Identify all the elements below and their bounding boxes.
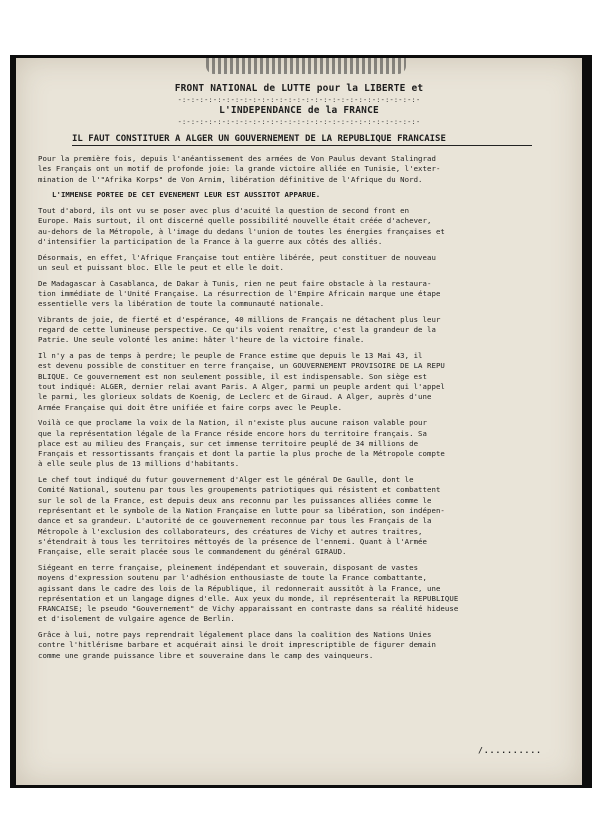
paragraph [38, 351, 578, 413]
text-line: sur le sol de la France, est depuis deux ans reconnu par les puissances alliées comme le [38, 495, 432, 505]
text-line: contre l'hitlérisme barbare et acquérait ainsi le droit imprescriptible de figurer demain [38, 640, 436, 650]
text-line: Armée Française qui doit être unifiée et faire corps avec le Peuple. [38, 402, 343, 412]
text-line: Français et ressortissants français et dont la partie la plus proche de la Métropole compte [38, 449, 445, 459]
text-line: FRANCAISE; le pseudo "Gouvernement" de Vichy apparaissant en contraste dans sa réalité hideuse [38, 604, 459, 614]
paragraph [38, 206, 578, 247]
text-line: moyens d'expression soutenu par l'adhésion enthousiaste de toute la France combattante, [38, 573, 428, 583]
paragraph [38, 563, 578, 625]
text-line: Désormais, en effet, l'Afrique Française tout entière libérée, peut constituer de nouveau [38, 252, 436, 262]
text-line: Patrie. Une seule volonté les anime: hâter l'heure de la victoire finale. [38, 335, 365, 345]
header-title-line-2: L'INDEPENDANCE de la FRANCE [219, 105, 379, 116]
text-line: les Français ont un motif de profonde joie: la grande victoire alliée en Tunisie, l'exter- [38, 164, 441, 174]
text-line: Comité National, soutenu par tous les groupements patriotiques qui résistent et combattent [38, 485, 441, 495]
text-line: s'étendrait à tous les territoires méttoyés de la présence de l'ennemi. Quant à l'Armée [38, 536, 428, 546]
document-subtitle: IL FAUT CONSTITUER A ALGER UN GOUVERNEMENT DE LA REPUBLIQUE FRANCAISE [72, 134, 532, 146]
text-line: Le chef tout indiqué du futur gouvernement d'Alger est le général De Gaulle, dont le [38, 475, 414, 485]
text-line: Grâce à lui, notre pays reprendrait légalement place dans la coalition des Nations Unies [38, 630, 432, 640]
text-line: représentation et un langage dignes d'elle. Aux yeux du monde, il représenterait la REPUBLIQUE [38, 593, 459, 603]
text-line: dance et sa grandeur. L'autorité de ce gouvernement reconnue par tous les Français de la [38, 516, 432, 526]
text-line: à elle seule plus de 13 millions d'habitants. [38, 459, 240, 469]
text-line: agissant dans le cadre des lois de la République, il redonnerait aussitôt à la France, une [38, 583, 441, 593]
text-line: d'intensifier la participation de la France à la guerre aux côtés des alliés. [38, 236, 383, 246]
text-line: Française, elle serait placée sous le commandement du général GIRAUD. [38, 547, 347, 557]
text-line: L'IMMENSE PORTEE DE CET EVENEMENT LEUR EST AUSSITOT APPARUE. [52, 190, 321, 200]
text-line: Voilà ce que proclame la voix de la Nation, il n'existe plus aucune raison valable pour [38, 418, 428, 428]
text-line: regard de cette lumineuse perspective. Ce qu'ils voient renaître, c'est la grandeur de la [38, 325, 436, 335]
text-line: le parmi, les glorieux soldats de Koenig, de Leclerc et de Giraud. A Alger, auprès d'une [38, 392, 432, 402]
paragraph [38, 190, 578, 200]
text-line: un seul et puissant bloc. Elle le peut et elle le doit. [38, 262, 284, 272]
text-line: que la représentation légale de la France réside encore hors du territoire français. Sa [38, 428, 428, 438]
text-line: tion immédiate de l'Unité Française. La résurrection de l'Empire Africain marque une étape [38, 288, 441, 298]
ink-stamp [206, 58, 406, 74]
header-divider-2: -:-:-:-:-:-:-:-:-:-:-:-:-:-:-:-:-:-:-:-:-:-:-:-:-:-:-:- [177, 118, 421, 126]
header-divider-1: -:-:-:-:-:-:-:-:-:-:-:-:-:-:-:-:-:-:-:-:-:-:-:-:-:-:-:- [177, 96, 421, 104]
paragraph [38, 253, 578, 274]
text-line: et d'isolement de vulgaire agence de Berlin. [38, 614, 235, 624]
paragraph [38, 630, 578, 661]
document-body [38, 154, 578, 666]
text-line: est devenu possible de constituer en terre française, un GOUVERNEMENT PROVISOIRE DE LA REPU [38, 361, 445, 371]
text-line: mination de l'"Afrika Korps" de Von Arnim, libération définitive de l'Afrique du Nord. [38, 174, 423, 184]
text-line: tout indiqué: ALGER, dernier relai avant Paris. A Alger, parmi un peuple ardent qui l'appel [38, 381, 445, 391]
text-line: essentielle vers la libération de toute la communauté nationale. [38, 299, 325, 309]
text-line: Siégeant en terre française, pleinement indépendant et souverain, disposant de vastes [38, 562, 419, 572]
paragraph [38, 279, 578, 310]
text-line: place est au milieu des Français, sur cet immense territoire peuplé de 34 millions de [38, 438, 419, 448]
text-line: De Madagascar à Casablanca, de Dakar à Tunis, rien ne peut faire obstacle à la restaura- [38, 278, 432, 288]
text-line: Il n'y a pas de temps à perdre; le peuple de France estime que depuis le 13 Mai 43, il [38, 351, 423, 361]
document-page [16, 58, 582, 785]
text-line: BLIQUE. Ce gouvernement est non seulement possible, il est indispensable. Son siège est [38, 371, 428, 381]
paragraph [38, 154, 578, 185]
text-line: Métropole à l'exclusion des collaborateurs, des créatures de Vichy et autres traitres, [38, 526, 423, 536]
text-line: représentant et le symbole de la Nation Française en lutte pour sa libération, son indépen- [38, 506, 445, 516]
paragraph [38, 315, 578, 346]
paragraph [38, 418, 578, 469]
text-line: comme une grande puissance libre et souveraine dans le camp des vainqueurs. [38, 650, 374, 660]
text-line: Tout d'abord, ils ont vu se poser avec plus d'acuité la question de second front en [38, 205, 410, 215]
signature-mark: /.......... [478, 746, 542, 755]
text-line: au-dehors de la Métropole, à l'image du dedans l'union de toutes les énergies françaises et [38, 226, 445, 236]
text-line: Vibrants de joie, de fierté et d'espérance, 40 millions de Français ne détachent plus leur [38, 314, 441, 324]
header-title-line-1: FRONT NATIONAL de LUTTE pour la LIBERTE et [174, 83, 424, 94]
text-line: Europe. Mais surtout, il ont discerné quelle possibilité nouvelle était créée d'achever, [38, 216, 432, 226]
text-line: Pour la première fois, depuis l'anéantissement des armées de Von Paulus devant Stalingrad [38, 154, 436, 163]
paragraph [38, 475, 578, 557]
